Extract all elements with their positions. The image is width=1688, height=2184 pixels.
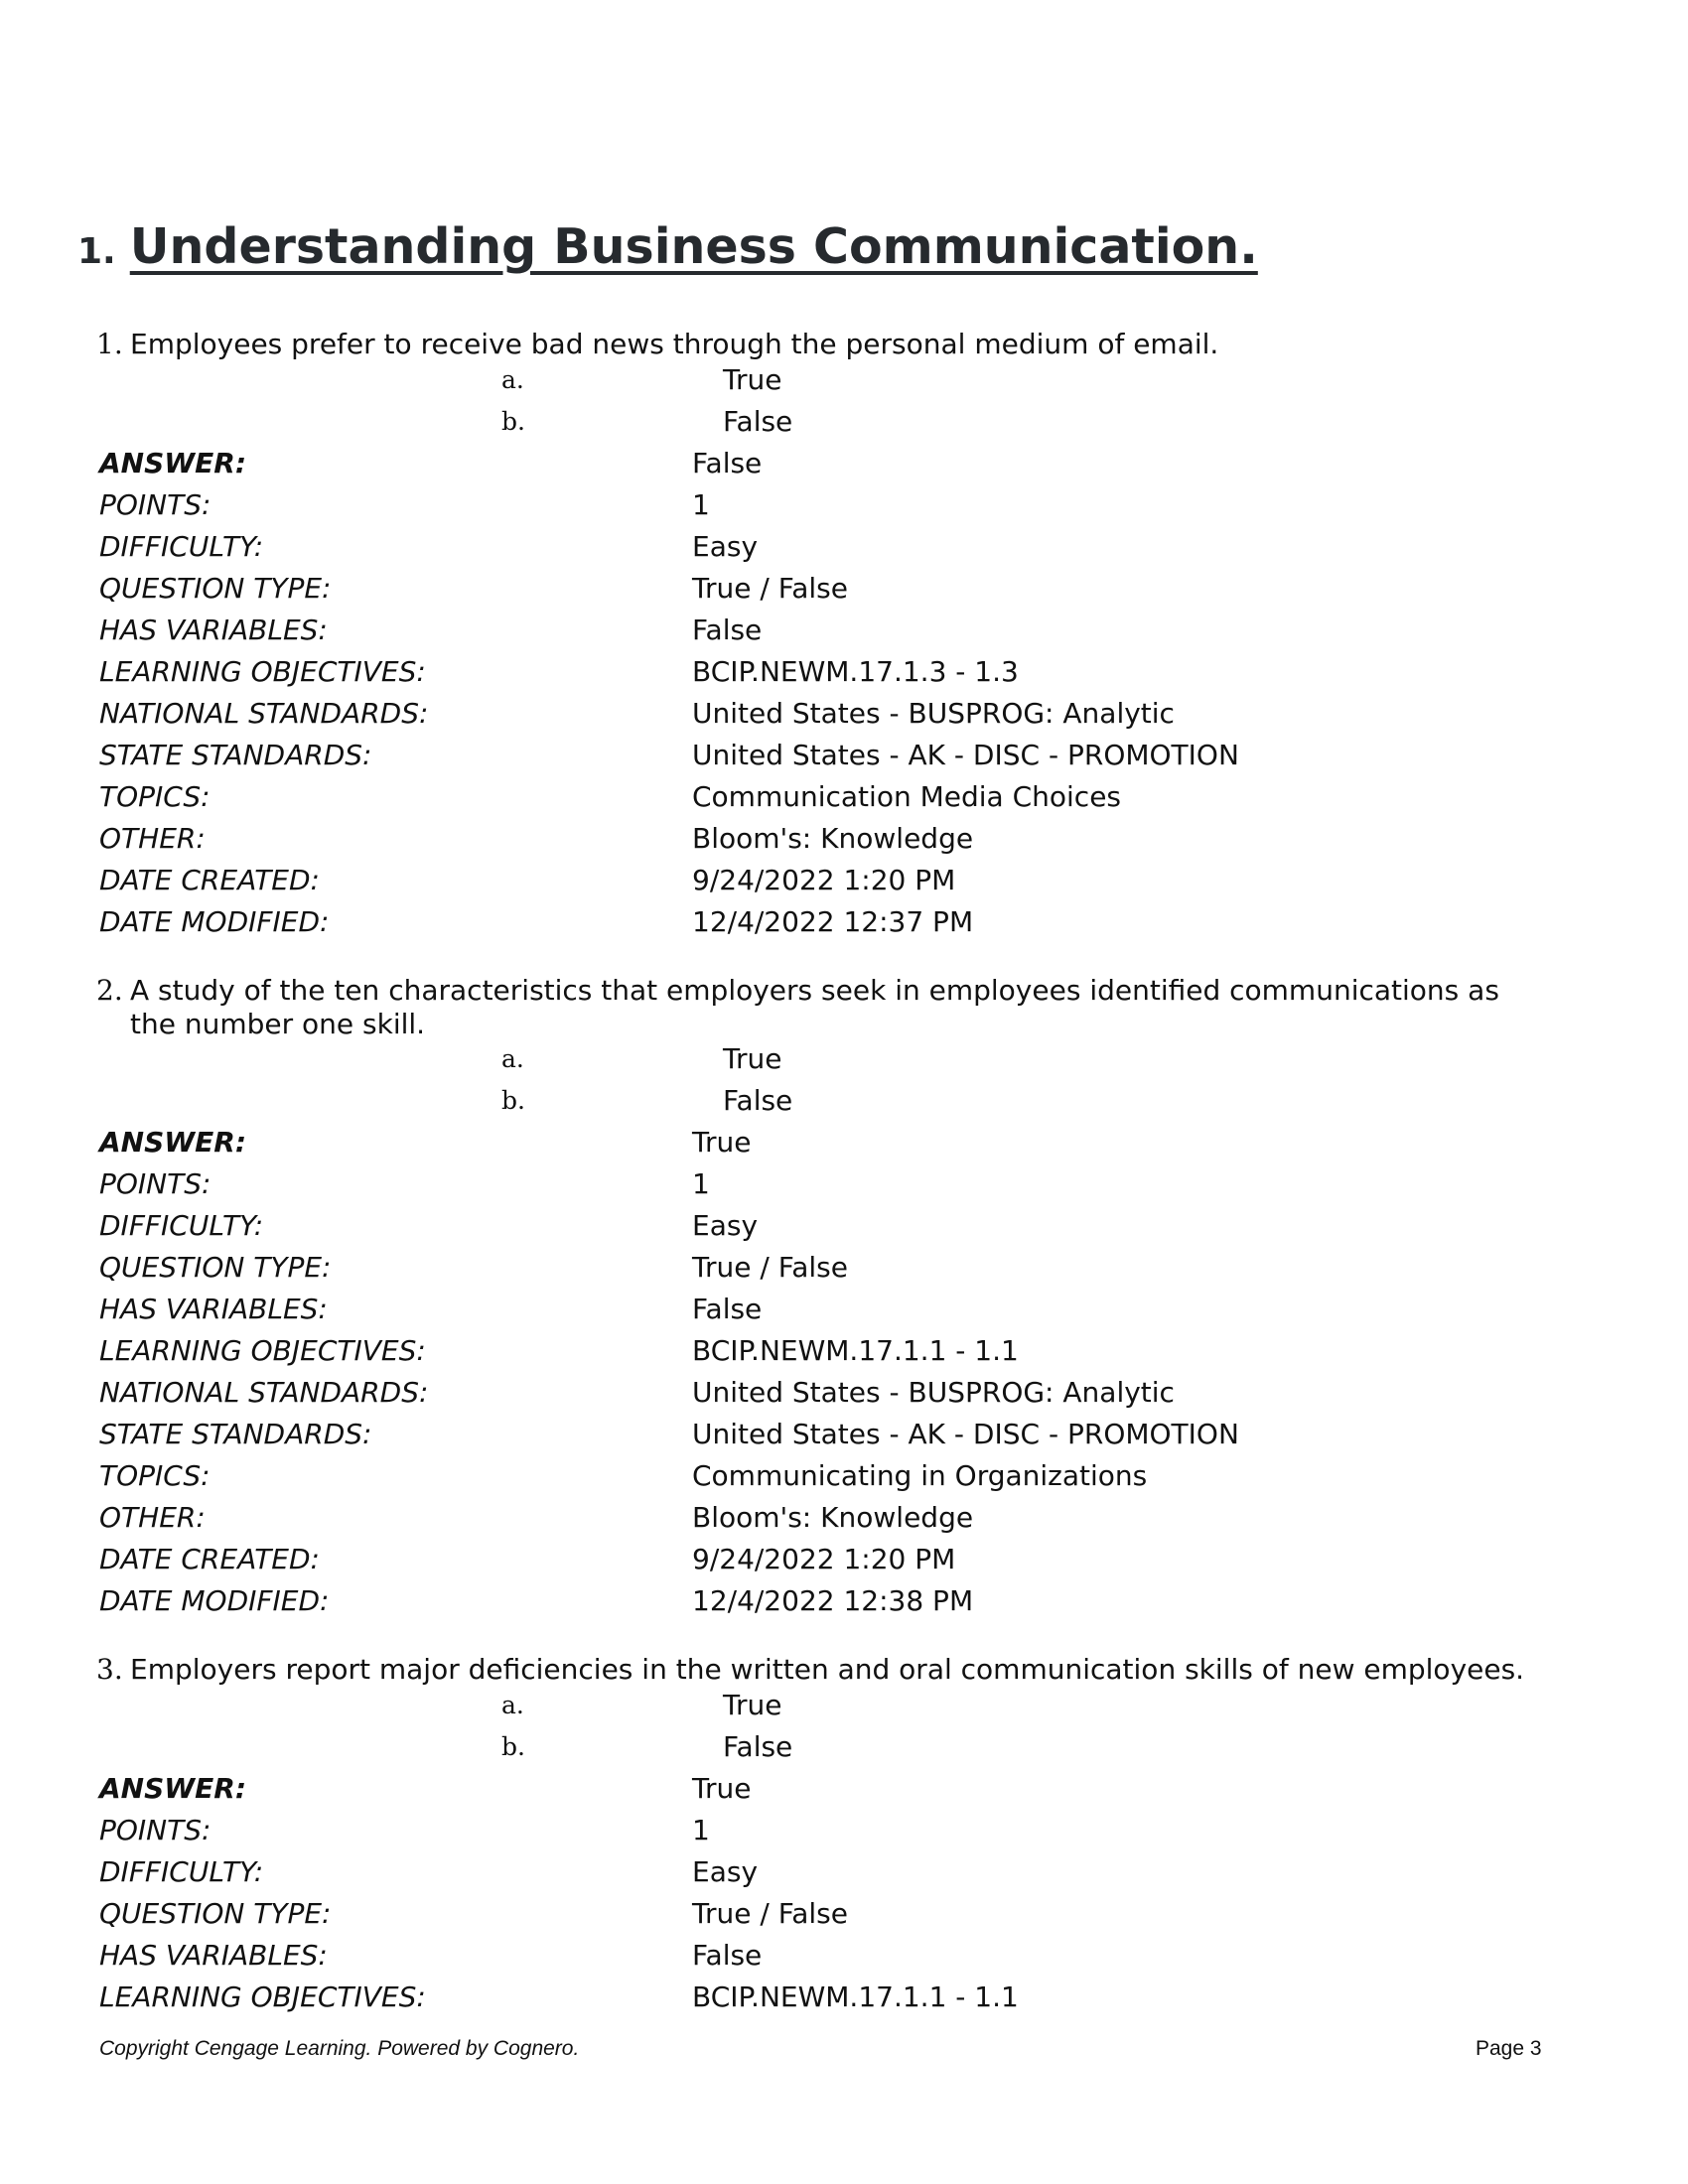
question-text: Employees prefer to receive bad news through the personal medium of email.: [130, 328, 1219, 360]
learning-objectives-value: BCIP.NEWM.17.1.3 - 1.3: [692, 655, 1019, 688]
choice-letter: a.: [501, 1044, 524, 1073]
choice-text: True: [723, 1042, 782, 1075]
date-modified-value: 12/4/2022 12:38 PM: [692, 1584, 974, 1617]
question-number: 3.: [96, 1653, 123, 1686]
question-type-value: True / False: [692, 1251, 848, 1284]
learning-objectives-label: LEARNING OBJECTIVES:: [99, 1334, 426, 1367]
meta-has-variables: [0, 1289, 1688, 1330]
state-standards-label: STATE STANDARDS:: [99, 1418, 372, 1450]
national-standards-value: United States - BUSPROG: Analytic: [692, 697, 1175, 730]
answer-label: ANSWER:: [99, 1126, 247, 1159]
has-variables-label: HAS VARIABLES:: [99, 1293, 328, 1325]
choice-letter: b.: [501, 1732, 525, 1761]
meta-points: [0, 484, 1688, 526]
footer-copyright: Copyright Cengage Learning. Powered by Cognero.: [99, 2037, 580, 2060]
question-text: A study of the ten characteristics that employers seek in employees identified communications as the number one skill.: [130, 974, 1499, 1040]
other-label: OTHER:: [99, 1501, 206, 1534]
meta-answer: [0, 1768, 1688, 1810]
footer-page-number: Page 3: [1476, 2037, 1542, 2060]
meta-state-standards: [0, 735, 1688, 776]
topics-label: TOPICS:: [99, 1459, 211, 1492]
meta-date-modified: [0, 901, 1688, 943]
answer-label: ANSWER:: [99, 1772, 247, 1805]
question-stem: [96, 328, 1546, 361]
date-created-label: DATE CREATED:: [99, 864, 320, 896]
points-value: 1: [692, 488, 710, 521]
meta-has-variables: [0, 610, 1688, 651]
difficulty-label: DIFFICULTY:: [99, 530, 264, 563]
meta-difficulty: [0, 1205, 1688, 1247]
date-created-value: 9/24/2022 1:20 PM: [692, 1543, 956, 1575]
state-standards-label: STATE STANDARDS:: [99, 739, 372, 771]
meta-points: [0, 1810, 1688, 1851]
state-standards-value: United States - AK - DISC - PROMOTION: [692, 739, 1239, 771]
meta-answer: [0, 443, 1688, 484]
choice-text: False: [723, 405, 793, 438]
other-value: Bloom's: Knowledge: [692, 822, 974, 855]
meta-date-created: [0, 1539, 1688, 1580]
choice-letter: b.: [501, 1086, 525, 1115]
national-standards-value: United States - BUSPROG: Analytic: [692, 1376, 1175, 1409]
choice-text: True: [723, 1689, 782, 1721]
date-created-value: 9/24/2022 1:20 PM: [692, 864, 956, 896]
national-standards-label: NATIONAL STANDARDS:: [99, 1376, 429, 1409]
date-created-label: DATE CREATED:: [99, 1543, 320, 1575]
question-type-label: QUESTION TYPE:: [99, 572, 332, 605]
date-modified-value: 12/4/2022 12:37 PM: [692, 905, 974, 938]
answer-value: True: [692, 1772, 752, 1805]
meta-national-standards: [0, 1372, 1688, 1414]
question-stem: [96, 974, 1546, 1041]
date-modified-label: DATE MODIFIED:: [99, 1584, 330, 1617]
answer-value: True: [692, 1126, 752, 1159]
meta-topics: [0, 776, 1688, 818]
learning-objectives-value: BCIP.NEWM.17.1.1 - 1.1: [692, 1980, 1019, 2013]
question-type-label: QUESTION TYPE:: [99, 1251, 332, 1284]
choice-text: False: [723, 1730, 793, 1763]
answer-value: False: [692, 447, 763, 479]
points-value: 1: [692, 1167, 710, 1200]
chapter-title: Understanding Business Communication.: [129, 218, 1258, 275]
meta-answer: [0, 1122, 1688, 1163]
answer-label: ANSWER:: [99, 447, 247, 479]
question-stem: [96, 1653, 1546, 1687]
difficulty-value: Easy: [692, 1855, 759, 1888]
difficulty-label: DIFFICULTY:: [99, 1209, 264, 1242]
points-label: POINTS:: [99, 488, 211, 521]
topics-label: TOPICS:: [99, 780, 211, 813]
chapter-heading: [77, 218, 1258, 275]
meta-date-modified: [0, 1580, 1688, 1622]
meta-topics: [0, 1455, 1688, 1497]
meta-date-created: [0, 860, 1688, 901]
question-text: Employers report major deficiencies in the written and oral communication skills of new employees.: [130, 1653, 1525, 1686]
has-variables-label: HAS VARIABLES:: [99, 1939, 328, 1972]
meta-learning-objectives: [0, 1330, 1688, 1372]
learning-objectives-label: LEARNING OBJECTIVES:: [99, 1980, 426, 2013]
meta-national-standards: [0, 693, 1688, 735]
meta-other: [0, 818, 1688, 860]
has-variables-label: HAS VARIABLES:: [99, 614, 328, 646]
meta-other: [0, 1497, 1688, 1539]
date-modified-label: DATE MODIFIED:: [99, 905, 330, 938]
difficulty-label: DIFFICULTY:: [99, 1855, 264, 1888]
meta-difficulty: [0, 526, 1688, 568]
question-type-value: True / False: [692, 572, 848, 605]
learning-objectives-value: BCIP.NEWM.17.1.1 - 1.1: [692, 1334, 1019, 1367]
question-type-label: QUESTION TYPE:: [99, 1897, 332, 1930]
meta-learning-objectives: [0, 1977, 1688, 2018]
choice-letter: a.: [501, 365, 524, 394]
difficulty-value: Easy: [692, 1209, 759, 1242]
choice-letter: b.: [501, 407, 525, 436]
meta-question-type: [0, 1247, 1688, 1289]
points-value: 1: [692, 1814, 710, 1846]
points-label: POINTS:: [99, 1167, 211, 1200]
chapter-number: 1.: [77, 231, 116, 272]
choice-text: False: [723, 1084, 793, 1117]
has-variables-value: False: [692, 1293, 763, 1325]
other-label: OTHER:: [99, 822, 206, 855]
question-number: 1.: [96, 328, 123, 360]
difficulty-value: Easy: [692, 530, 759, 563]
choice-letter: a.: [501, 1691, 524, 1719]
topics-value: Communication Media Choices: [692, 780, 1122, 813]
other-value: Bloom's: Knowledge: [692, 1501, 974, 1534]
meta-learning-objectives: [0, 651, 1688, 693]
has-variables-value: False: [692, 1939, 763, 1972]
question-type-value: True / False: [692, 1897, 848, 1930]
meta-points: [0, 1163, 1688, 1205]
topics-value: Communicating in Organizations: [692, 1459, 1148, 1492]
meta-difficulty: [0, 1851, 1688, 1893]
choice-text: True: [723, 363, 782, 396]
state-standards-value: United States - AK - DISC - PROMOTION: [692, 1418, 1239, 1450]
meta-question-type: [0, 1893, 1688, 1935]
meta-state-standards: [0, 1414, 1688, 1455]
question-number: 2.: [96, 974, 123, 1007]
learning-objectives-label: LEARNING OBJECTIVES:: [99, 655, 426, 688]
points-label: POINTS:: [99, 1814, 211, 1846]
meta-has-variables: [0, 1935, 1688, 1977]
meta-question-type: [0, 568, 1688, 610]
has-variables-value: False: [692, 614, 763, 646]
national-standards-label: NATIONAL STANDARDS:: [99, 697, 429, 730]
